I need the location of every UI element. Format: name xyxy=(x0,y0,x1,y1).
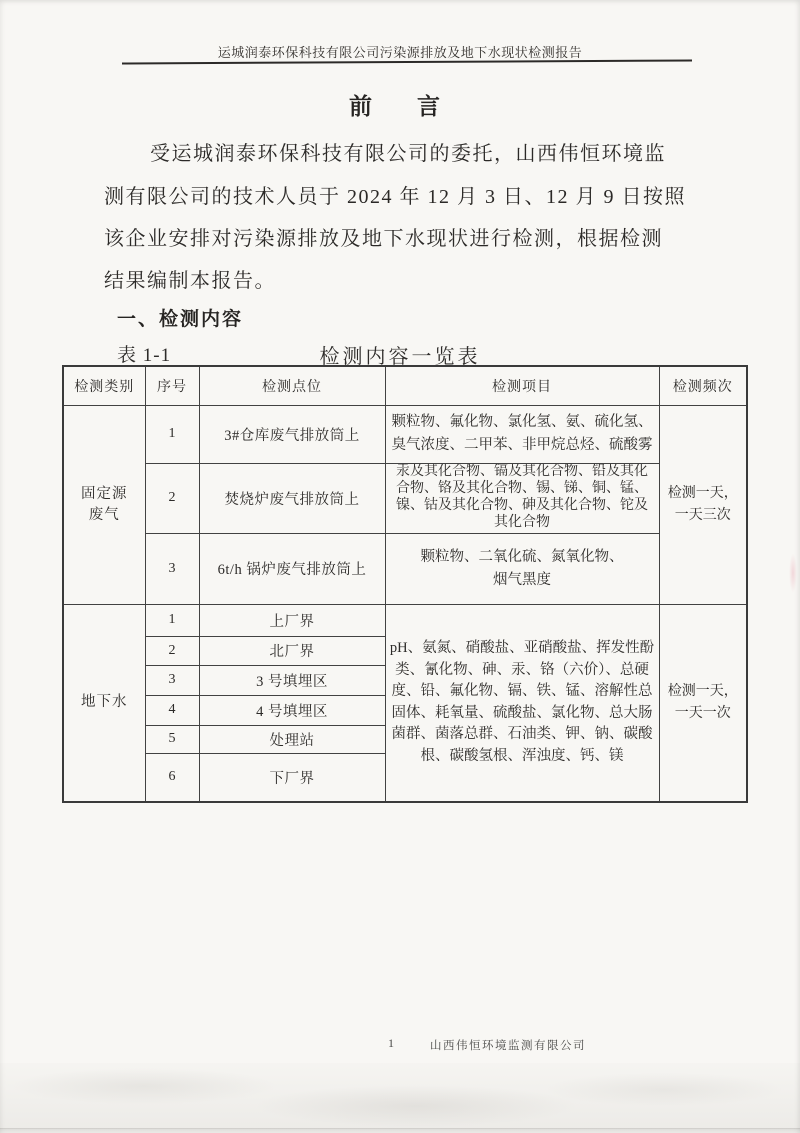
section-heading: 一、检测内容 xyxy=(117,309,244,330)
items-line: 镍、钴及其化合物、砷及其化合物、铊及 xyxy=(396,498,648,513)
row-number-cell: 1 xyxy=(145,405,199,463)
items-cell xyxy=(385,533,659,604)
preface-paragraph-line: 结果编制本报告。 xyxy=(104,270,276,292)
items-line: 固体、耗氧量、硫酸盐、氯化物、总大肠 xyxy=(391,704,653,721)
frequency-line: 一天三次 xyxy=(674,507,731,523)
frequency-line: 检测一天， xyxy=(667,485,738,501)
row-number-cell: 5 xyxy=(145,725,199,753)
row-number-cell: 1 xyxy=(145,604,199,636)
items-line: 度、铅、氟化物、镉、铁、锰、溶解性总 xyxy=(391,683,653,700)
scan-artifact-bottom-edge xyxy=(0,1128,800,1133)
table-caption: 检测内容一览表 xyxy=(319,346,481,368)
row-number-cell: 2 xyxy=(145,463,199,533)
frequency-line: 一天一次 xyxy=(674,705,731,721)
point-cell: 上厂界 xyxy=(199,604,385,636)
table-row xyxy=(63,604,747,636)
items-line: pH、氨氮、硝酸盐、亚硝酸盐、挥发性酚 xyxy=(389,639,655,656)
point-cell: 下厂界 xyxy=(199,753,385,802)
frequency-cell-groundwater xyxy=(659,604,747,802)
items-cell xyxy=(385,463,659,533)
category-line: 废气 xyxy=(88,506,120,523)
items-line: 类、氰化物、砷、汞、铬（六价）、总硬 xyxy=(395,661,649,678)
items-line: 其化合物 xyxy=(494,514,550,530)
column-header-number: 序号 xyxy=(145,366,199,405)
items-line: 烟气黑度 xyxy=(493,571,551,588)
monitoring-content-table xyxy=(62,365,748,803)
table-row xyxy=(63,405,747,463)
point-cell: 4 号填埋区 xyxy=(199,695,385,725)
category-cell-groundwater xyxy=(63,604,145,802)
point-cell: 处理站 xyxy=(199,725,385,753)
footer-company: 山西伟恒环境监测有限公司 xyxy=(430,1040,586,1052)
row-number-cell: 3 xyxy=(145,665,199,695)
page-header-title: 运城润泰环保科技有限公司污染源排放及地下水现状检测报告 xyxy=(217,45,583,60)
column-header-items: 检测项目 xyxy=(385,366,659,405)
point-cell: 焚烧炉废气排放筒上 xyxy=(199,463,385,533)
point-cell: 3 号填埋区 xyxy=(199,665,385,695)
category-cell-waste-gas xyxy=(63,405,145,604)
items-cell-groundwater xyxy=(385,604,659,802)
category-line: 地下水 xyxy=(81,694,128,711)
point-cell: 6t/h 锅炉废气排放筒上 xyxy=(199,533,385,604)
table-label: 表 1-1 xyxy=(117,345,172,366)
column-header-category: 检测类别 xyxy=(63,366,145,405)
items-line: 汞及其化合物、镉及其化合物、铅及其化 xyxy=(396,464,648,480)
row-number-cell: 3 xyxy=(145,533,199,604)
scan-artifact-bottom-mottle xyxy=(0,1063,800,1129)
scan-artifact-pink-smudge xyxy=(789,553,797,593)
frequency-cell-waste-gas xyxy=(659,405,747,604)
items-line: 颗粒物、氟化物、氯化氢、氨、硫化氢、 xyxy=(391,414,653,430)
footer-page-number: 1 xyxy=(388,1036,394,1050)
items-line: 根、碳酸氢根、浑浊度、钙、镁 xyxy=(420,747,624,764)
column-header-point: 检测点位 xyxy=(199,366,385,405)
preface-paragraph-line: 受运城润泰环保科技有限公司的委托，山西伟恒环境监 xyxy=(150,143,666,165)
point-cell: 北厂界 xyxy=(199,636,385,665)
items-line: 菌群、菌落总群、石油类、钾、钠、碳酸 xyxy=(391,726,653,743)
point-cell: 3#仓库废气排放筒上 xyxy=(199,405,385,463)
table-header-row xyxy=(63,366,747,405)
table-row xyxy=(63,463,747,533)
items-line: 臭气浓度、二甲苯、非甲烷总烃、硫酸雾 xyxy=(391,437,653,453)
category-line: 固定源 xyxy=(81,485,128,502)
items-line: 颗粒物、二氧化硫、氮氧化物、 xyxy=(420,548,624,565)
items-cell xyxy=(385,405,659,463)
row-number-cell: 4 xyxy=(145,695,199,725)
items-line: 合物、铬及其化合物、锡、锑、铜、锰、 xyxy=(396,481,648,497)
frequency-line: 检测一天， xyxy=(667,683,738,699)
row-number-cell: 2 xyxy=(145,636,199,665)
column-header-frequency: 检测频次 xyxy=(659,366,747,405)
preface-title: 前 言 xyxy=(349,94,451,119)
preface-paragraph-line: 测有限公司的技术人员于 2024 年 12 月 3 日、12 月 9 日按照 xyxy=(104,186,686,208)
preface-paragraph-line: 该企业安排对污染源排放及地下水现状进行检测，根据检测 xyxy=(104,228,663,250)
table-row xyxy=(63,533,747,604)
row-number-cell: 6 xyxy=(145,753,199,802)
